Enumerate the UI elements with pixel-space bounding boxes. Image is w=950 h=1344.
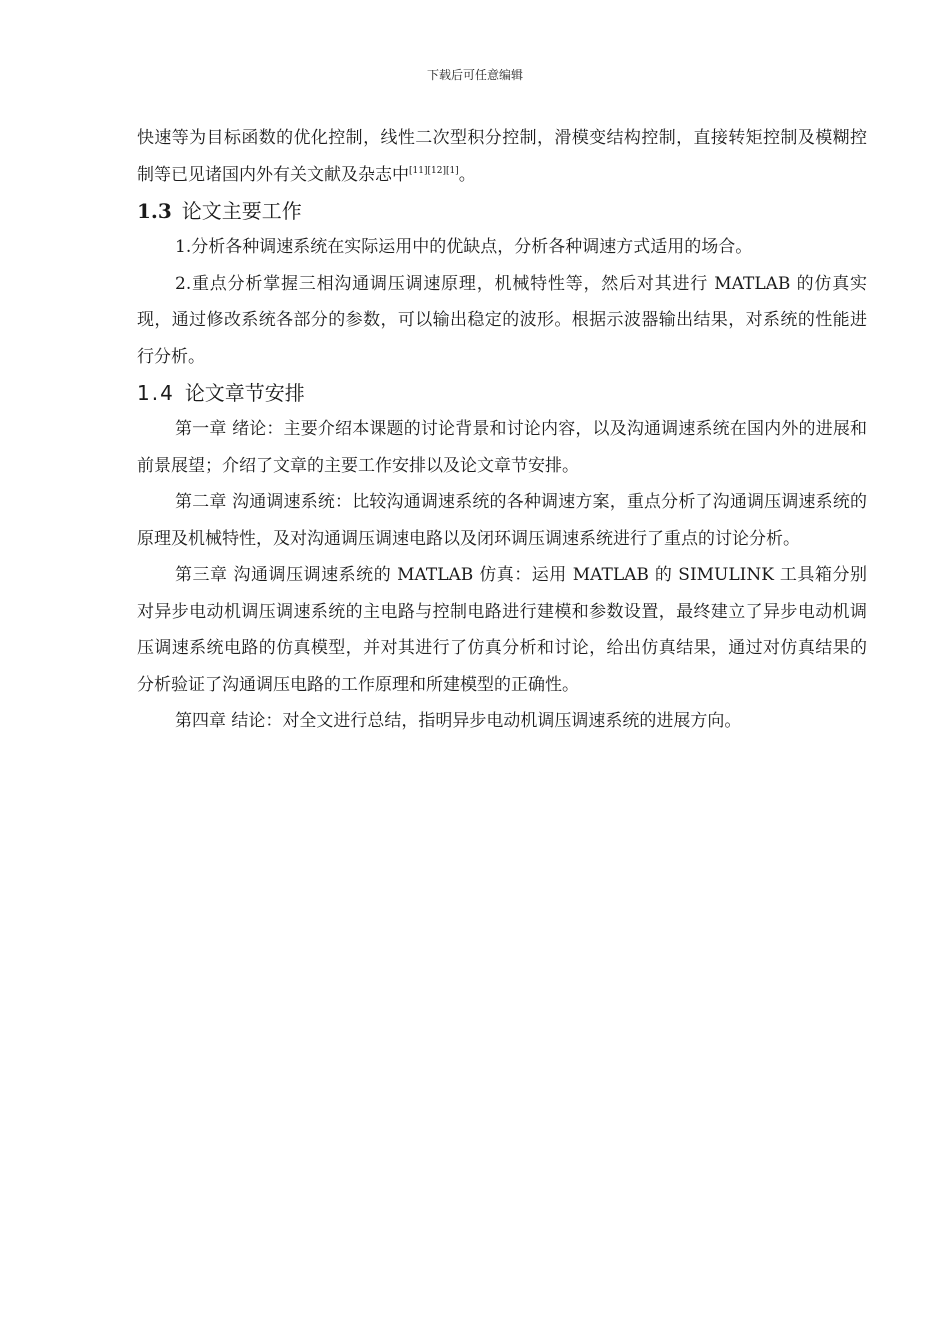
section-title: 论文章节安排 bbox=[184, 381, 305, 405]
intro-text: 快速等为目标函数的优化控制，线性二次型积分控制，滑模变结构控制，直接转矩控制及模糊控制等已见诸国内外有关文献及杂志中 bbox=[137, 128, 867, 185]
work-item-2: 2.重点分析掌握三相沟通调压调速原理，机械特性等，然后对其进行 MATLAB 的仿真实现，通过修改系统各部分的参数，可以输出稳定的波形。根据示波器输出结果，对系统的性能进行分析。 bbox=[137, 273, 867, 367]
page-header: 下载后可任意编辑 bbox=[426, 68, 523, 82]
chapter-summary-1: 第一章 绪论：主要介绍本课题的讨论背景和讨论内容，以及沟通调速系统在国内外的进展和前景展望；介绍了文章的主要工作安排以及论文章节安排。 bbox=[137, 419, 867, 476]
section-number: 1.4 bbox=[137, 381, 175, 405]
intro-paragraph bbox=[137, 120, 867, 193]
intro-end: 。 bbox=[458, 164, 476, 185]
section-title: 论文主要工作 bbox=[181, 199, 302, 223]
chapter-summary-2: 第二章 沟通调速系统：比较沟通调速系统的各种调速方案，重点分析了沟通调压调速系统的原理及机械特性，及对沟通调压调速电路以及闭环调压调速系统进行了重点的讨论分析。 bbox=[137, 492, 867, 549]
section-heading-1-3 bbox=[137, 193, 867, 229]
document-body bbox=[137, 120, 867, 740]
work-item-1: 1.分析各种调速系统在实际运用中的优缺点，分析各种调速方式适用的场合。 bbox=[175, 237, 753, 257]
section-number: 1.3 bbox=[137, 199, 172, 223]
section-heading-1-4 bbox=[137, 375, 867, 411]
citation-ref: [11][12][1] bbox=[409, 165, 459, 176]
chapter-summary-4: 第四章 结论：对全文进行总结，指明异步电动机调压调速系统的进展方向。 bbox=[175, 711, 742, 731]
chapter-summary-3: 第三章 沟通调压调速系统的 MATLAB 仿真：运用 MATLAB 的 SIMULINK 工具箱分别对异步电动机调压调速系统的主电路与控制电路进行建模和参数设置，最终建立了异步电动机调压调速系统电路的仿真模型，并对其进行了仿真分析和讨论，给出仿真结果，通过对仿真结果的分析验证了沟通调压电路的工作原理和所建模型的正确性。 bbox=[137, 565, 867, 695]
